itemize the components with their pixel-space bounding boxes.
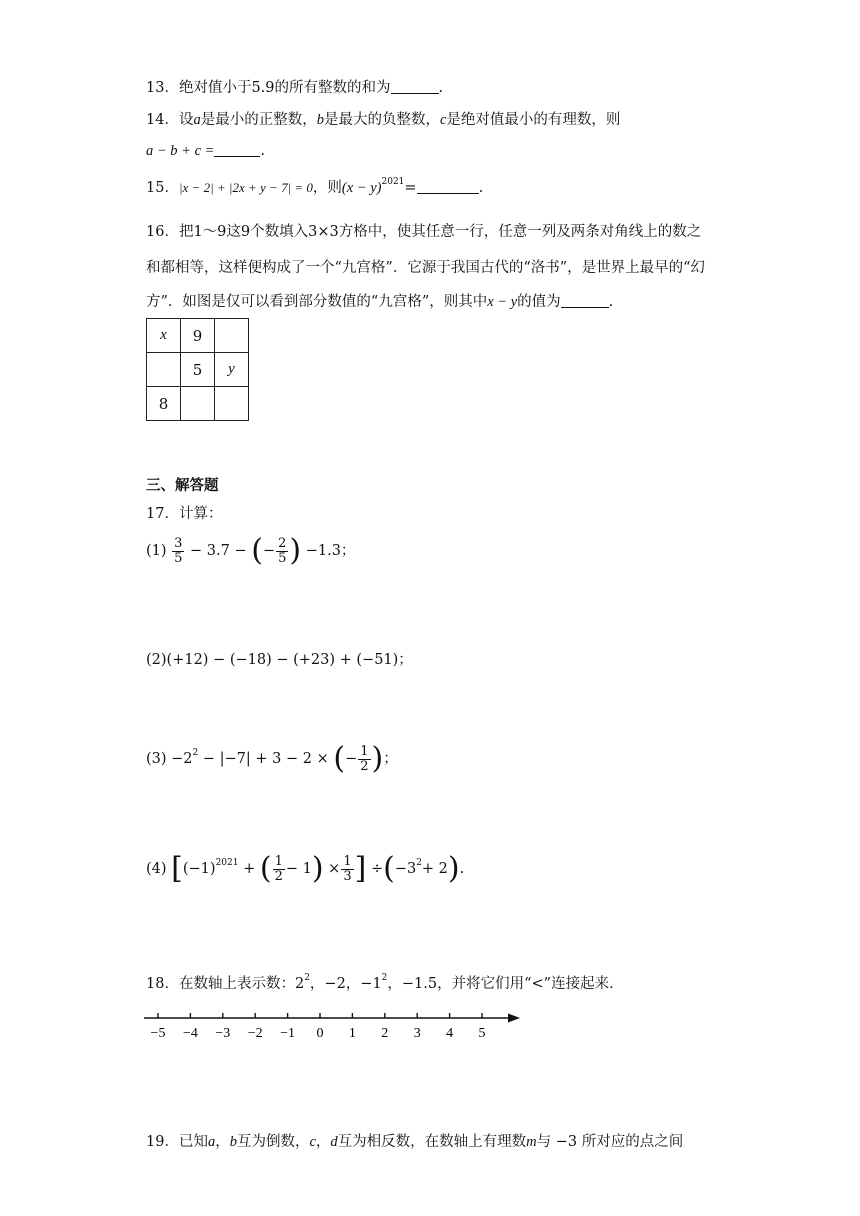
question-16-line2: 和都相等，这样便构成了一个“九宫格”．它源于我国古代的“洛书”，是世界上最早的“幻 bbox=[146, 260, 706, 276]
answer-blank[interactable] bbox=[561, 293, 609, 308]
axis-tick-label: −1 bbox=[280, 1026, 296, 1041]
question-16-line1: 16．把1～9这9个数填入3×3方格中，使其任意一行，任意一列及两条对角线上的数之 bbox=[146, 224, 702, 240]
magic-square-grid bbox=[146, 318, 249, 421]
question-18: 18．在数轴上表示数：$2^2$，−2，$-1^2$，−1.5，并将它们用“<”连接起来． bbox=[146, 973, 624, 992]
section-heading: 三、解答题 bbox=[146, 477, 219, 494]
question-19: 19．已知a，b互为倒数，c，d互为相反数，在数轴上有理数m与 −3 所对应的点之间 bbox=[146, 1134, 684, 1150]
grid-cell: 8 bbox=[147, 387, 181, 421]
question-14-cont: a − b + c = . bbox=[146, 143, 266, 159]
grid-cell bbox=[215, 319, 249, 353]
q17-part1: (1) $\frac{3}{5}$ − 3.7 − (− $\frac{2}{5}$ ) −1.3； bbox=[146, 533, 356, 568]
answer-blank[interactable] bbox=[214, 142, 260, 157]
axis-tick-label: −2 bbox=[247, 1026, 263, 1041]
grid-cell bbox=[215, 387, 249, 421]
question-14: 14．设a是最小的正整数，b是最大的负整数，c是绝对值最小的有理数，则 bbox=[146, 112, 621, 128]
q17-part4: (4) [$(-1)^{2021}$ + ( $\frac{1}{2}$ − 1) × $\frac{1}{3}$ ] $\div(-3^2+ 2)$. bbox=[146, 851, 465, 886]
arrow-icon bbox=[508, 1014, 520, 1023]
grid-cell bbox=[181, 387, 215, 421]
fraction: $\frac{3}{5}$ bbox=[174, 535, 183, 566]
grid-cell bbox=[147, 353, 181, 387]
fraction: $\frac{1}{2}$ bbox=[274, 853, 283, 884]
axis-tick-label: 2 bbox=[381, 1026, 389, 1041]
grid-cell: x bbox=[147, 319, 181, 353]
question-17: 17．计算： bbox=[146, 506, 223, 522]
fraction: $\frac{2}{5}$ bbox=[278, 535, 287, 566]
answer-blank[interactable] bbox=[417, 179, 479, 194]
question-13: 13．绝对值小于5.9的所有整数的和为 . bbox=[146, 80, 444, 96]
question-16-line3: 方”．如图是仅可以看到部分数值的“九宫格”，则其中x − y的值为 . bbox=[146, 294, 614, 310]
axis-tick-label: 5 bbox=[478, 1026, 486, 1041]
axis-tick-label: 0 bbox=[316, 1026, 324, 1041]
number-line bbox=[140, 1010, 530, 1042]
fraction: $\frac{1}{3}$ bbox=[343, 853, 352, 884]
axis-tick-label: 1 bbox=[348, 1026, 356, 1041]
q17-part2: (2)(+12) − (−18) − (+23) + (−51)； bbox=[146, 652, 413, 668]
axis-tick-label: −3 bbox=[215, 1026, 231, 1041]
axis-tick-label: −4 bbox=[182, 1026, 198, 1041]
answer-blank[interactable] bbox=[391, 79, 439, 94]
axis-tick-label: 3 bbox=[413, 1026, 421, 1041]
grid-cell: y bbox=[215, 353, 249, 387]
question-15: 15．|x − 2| + |2x + y − 7| = 0，则$(x - y)^{2021}=$ . bbox=[146, 177, 484, 196]
grid-cell: 9 bbox=[181, 319, 215, 353]
grid-cell: 5 bbox=[181, 353, 215, 387]
axis-tick-label: 4 bbox=[446, 1026, 454, 1041]
axis-tick-label: −5 bbox=[150, 1026, 166, 1041]
q17-part3: $(3) -2^2 - |-7| + 3 - 2$ × (− $\frac{1}{2}$ )； bbox=[146, 741, 398, 776]
fraction: $\frac{1}{2}$ bbox=[360, 743, 369, 774]
